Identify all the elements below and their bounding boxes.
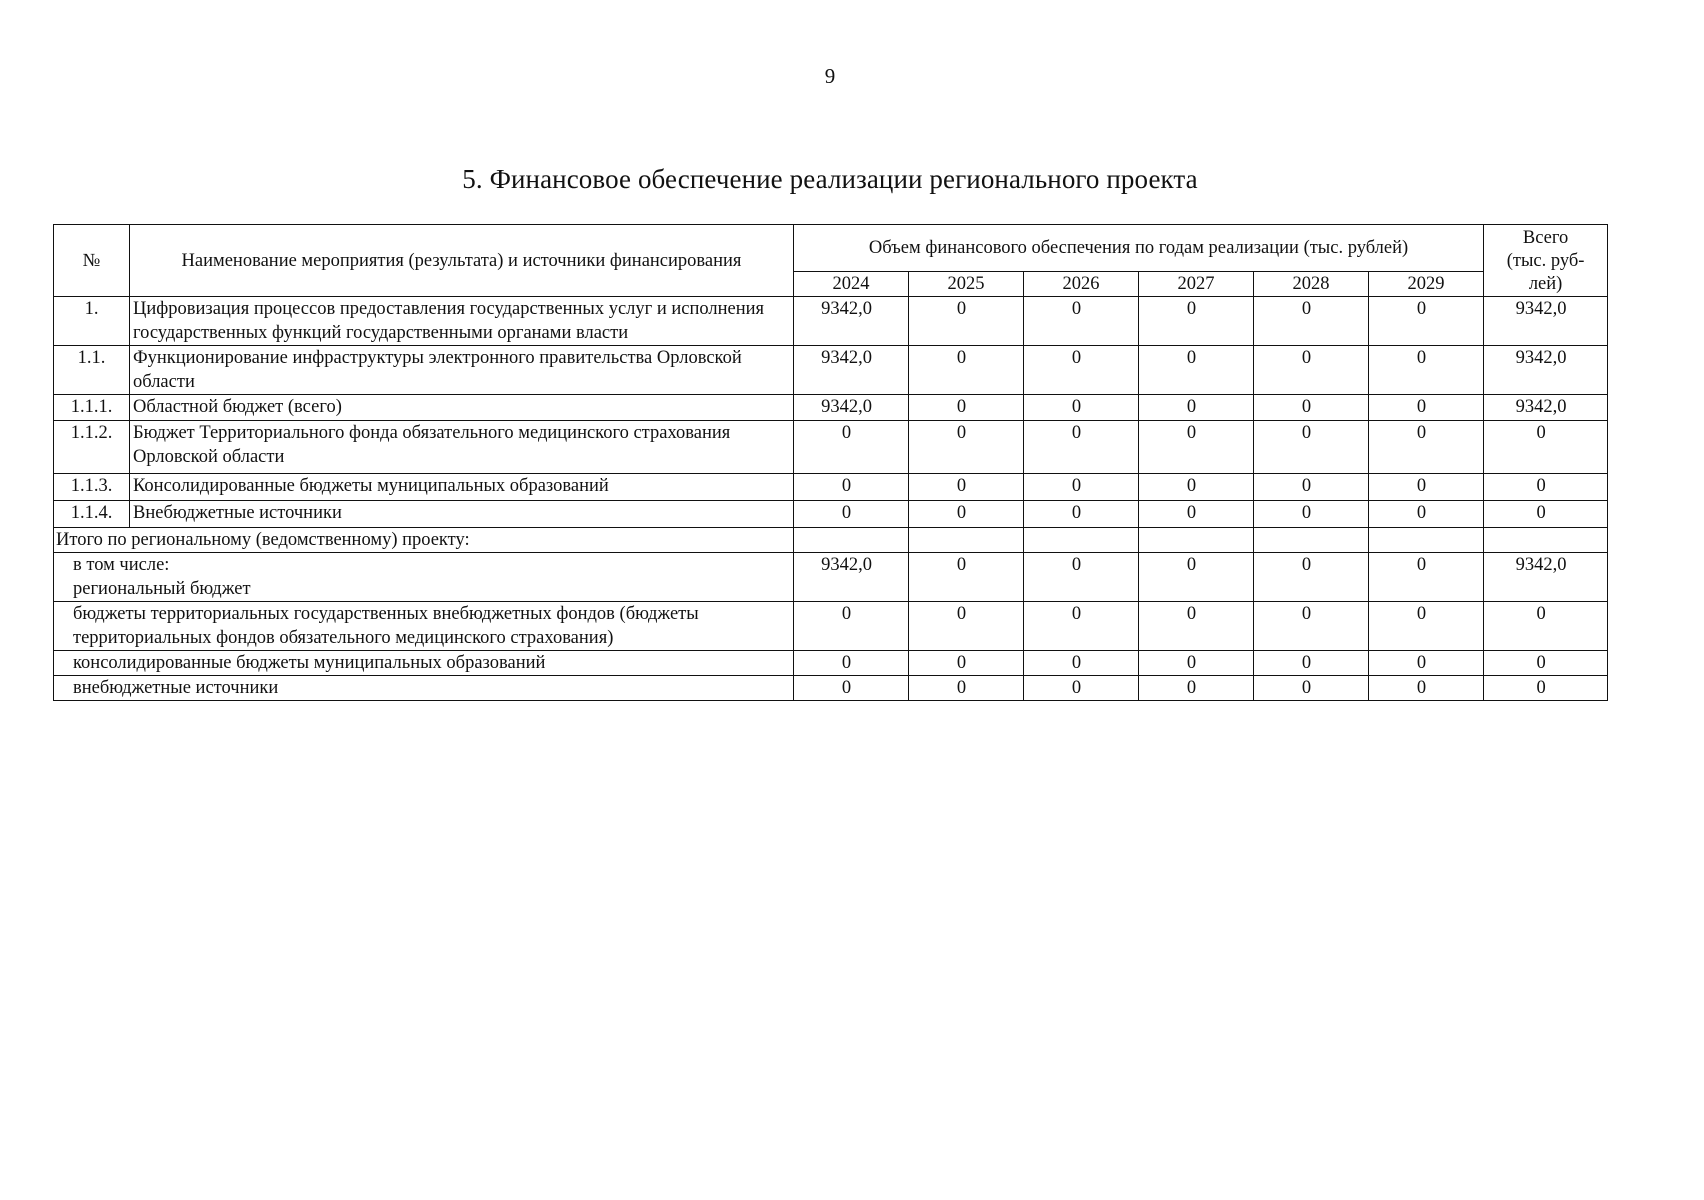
empty-cell: [1024, 528, 1139, 553]
row-value: 0: [909, 297, 1024, 346]
empty-cell: [909, 528, 1024, 553]
table-row: [54, 346, 1608, 395]
row-value: 0: [1024, 395, 1139, 421]
row-name: Консолидированные бюджеты муниципальных образований: [130, 474, 794, 501]
row-num: 1.1.4.: [54, 501, 130, 528]
row-value: 0: [909, 474, 1024, 501]
summary-value: 0: [1024, 676, 1139, 701]
row-value: 0: [1254, 297, 1369, 346]
empty-cell: [1369, 528, 1484, 553]
row-num: 1.1.3.: [54, 474, 130, 501]
row-total: 0: [1484, 474, 1608, 501]
year-header: 2027: [1139, 272, 1254, 297]
row-name: Областной бюджет (всего): [130, 395, 794, 421]
row-value: 0: [1369, 474, 1484, 501]
row-value: 0: [1369, 395, 1484, 421]
empty-cell: [794, 528, 909, 553]
row-total: 9342,0: [1484, 297, 1608, 346]
header-total-line2: (тыс. руб-: [1506, 251, 1585, 271]
summary-value: 0: [1369, 651, 1484, 676]
summary-row-name: [54, 602, 794, 651]
row-value: 0: [794, 501, 909, 528]
table-row: [54, 421, 1608, 474]
year-header: 2029: [1369, 272, 1484, 297]
empty-cell: [1254, 528, 1369, 553]
row-name: Бюджет Территориального фонда обязательного медицинского страхования Орловской области: [130, 421, 794, 474]
header-volume: Объем финансового обеспечения по годам реализации (тыс. рублей): [794, 225, 1484, 272]
table-row: [54, 395, 1608, 421]
header-row: [54, 225, 1608, 272]
section-title: 5. Финансовое обеспечение реализации регионального проекта: [462, 164, 1198, 194]
summary-value: 0: [1254, 553, 1369, 602]
summary-value: 0: [909, 651, 1024, 676]
row-value: 0: [1139, 421, 1254, 474]
row-value: 0: [1369, 297, 1484, 346]
year-header: 2024: [794, 272, 909, 297]
row-num: 1.1.2.: [54, 421, 130, 474]
summary-row: [54, 602, 1608, 651]
summary-row: [54, 553, 1608, 602]
header-total-line3: лей): [1528, 274, 1563, 294]
row-value: 9342,0: [794, 346, 909, 395]
row-name: Функционирование инфраструктуры электронного правительства Орловской области: [130, 346, 794, 395]
summary-value: 0: [1139, 602, 1254, 651]
row-num: 1.1.1.: [54, 395, 130, 421]
row-num: 1.1.: [54, 346, 130, 395]
summary-row-name: консолидированные бюджеты муниципальных образований: [54, 651, 794, 676]
empty-cell: [1484, 528, 1608, 553]
empty-cell: [1139, 528, 1254, 553]
summary-value: 0: [1024, 602, 1139, 651]
row-value: 0: [1254, 474, 1369, 501]
summary-value: 0: [794, 602, 909, 651]
summary-row-name: [54, 553, 794, 602]
row-total: 9342,0: [1484, 346, 1608, 395]
summary-label: Итого по региональному (ведомственному) проекту:: [54, 528, 794, 553]
summary-row-name-line1: в том числе:: [73, 555, 170, 575]
table-row: [54, 501, 1608, 528]
row-value: 0: [1024, 346, 1139, 395]
summary-value: 0: [794, 676, 909, 701]
page-number: 9: [824, 64, 836, 88]
row-value: 0: [1254, 501, 1369, 528]
table-row: [54, 297, 1608, 346]
row-name: Внебюджетные источники: [130, 501, 794, 528]
summary-value: 0: [1024, 553, 1139, 602]
summary-total: 0: [1484, 676, 1608, 701]
row-total: 0: [1484, 421, 1608, 474]
header-total-line1: Всего: [1522, 228, 1569, 248]
row-value: 9342,0: [794, 395, 909, 421]
financing-table: [53, 224, 1608, 701]
row-value: 0: [909, 395, 1024, 421]
summary-value: 0: [1254, 676, 1369, 701]
row-value: 0: [1139, 346, 1254, 395]
row-value: 0: [1369, 421, 1484, 474]
row-value: 0: [1139, 501, 1254, 528]
row-value: 0: [1024, 501, 1139, 528]
header-num: №: [54, 225, 130, 297]
row-value: 0: [1369, 501, 1484, 528]
summary-total: 0: [1484, 602, 1608, 651]
summary-header-row: [54, 528, 1608, 553]
row-value: 0: [1254, 421, 1369, 474]
row-value: 0: [909, 501, 1024, 528]
summary-value: 0: [1369, 602, 1484, 651]
row-name: Цифровизация процессов предоставления государственных услуг и исполнения государственных функций государственными органами власти: [130, 297, 794, 346]
row-value: 0: [909, 421, 1024, 474]
summary-value: 0: [1024, 651, 1139, 676]
row-value: 0: [909, 346, 1024, 395]
summary-total: 0: [1484, 651, 1608, 676]
header-name: Наименование мероприятия (результата) и источники финансирования: [130, 225, 794, 297]
summary-row-name-line2: региональный бюджет: [73, 579, 251, 599]
summary-row: [54, 651, 1608, 676]
row-value: 9342,0: [794, 297, 909, 346]
row-value: 0: [1369, 346, 1484, 395]
summary-row-name-line2: территориальных фондов обязательного медицинского страхования): [73, 628, 614, 648]
summary-row-name: внебюджетные источники: [54, 676, 794, 701]
row-value: 0: [1024, 474, 1139, 501]
row-value: 0: [1139, 395, 1254, 421]
summary-value: 0: [909, 553, 1024, 602]
row-value: 0: [1254, 395, 1369, 421]
summary-value: 0: [909, 602, 1024, 651]
row-value: 0: [1024, 421, 1139, 474]
summary-value: 0: [909, 676, 1024, 701]
row-num: 1.: [54, 297, 130, 346]
summary-row: [54, 676, 1608, 701]
summary-value: 0: [1254, 651, 1369, 676]
row-total: 9342,0: [1484, 395, 1608, 421]
row-value: 0: [1024, 297, 1139, 346]
header-total: [1484, 225, 1608, 297]
row-value: 0: [794, 421, 909, 474]
table-row: [54, 474, 1608, 501]
year-header: 2025: [909, 272, 1024, 297]
row-value: 0: [1254, 346, 1369, 395]
summary-value: 0: [1254, 602, 1369, 651]
summary-row-name-line1: бюджеты территориальных государственных внебюджетных фондов (бюджеты: [73, 604, 699, 624]
summary-value: 9342,0: [794, 553, 909, 602]
row-value: 0: [1139, 297, 1254, 346]
summary-value: 0: [1139, 553, 1254, 602]
row-value: 0: [1139, 474, 1254, 501]
summary-value: 0: [794, 651, 909, 676]
year-header: 2026: [1024, 272, 1139, 297]
row-value: 0: [794, 474, 909, 501]
summary-value: 0: [1139, 651, 1254, 676]
row-total: 0: [1484, 501, 1608, 528]
year-header: 2028: [1254, 272, 1369, 297]
summary-total: 9342,0: [1484, 553, 1608, 602]
summary-value: 0: [1369, 553, 1484, 602]
summary-value: 0: [1369, 676, 1484, 701]
summary-value: 0: [1139, 676, 1254, 701]
